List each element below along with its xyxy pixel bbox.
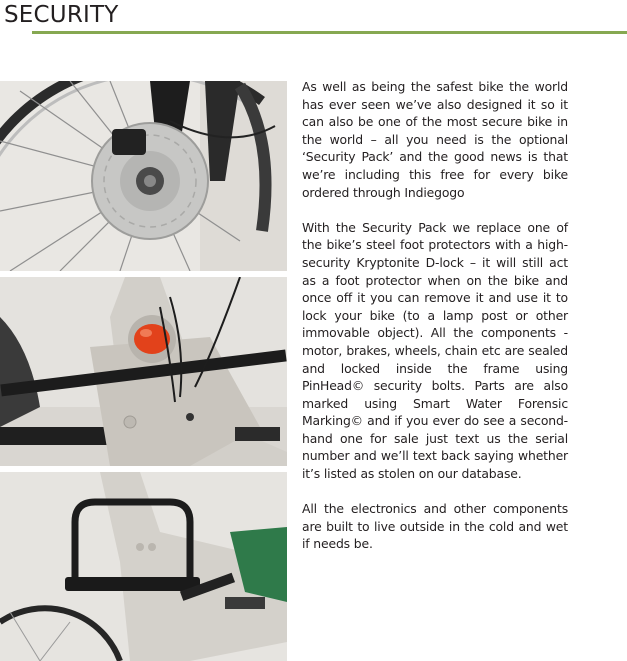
frame-indicator-light-photo <box>0 277 287 466</box>
d-lock-illustration <box>0 472 287 661</box>
front-wheel-disc-brake-photo <box>0 81 287 271</box>
page-title: SECURITY <box>4 2 119 28</box>
front-wheel-illustration <box>0 81 287 271</box>
paragraph-security-pack: With the Security Pack we replace one of the bike’s steel foot protectors with a high-security Kryptonite D-lock – it will still act as a foot protector when on the bike and once off it you can remove it and use it to lock your bike (to a lamp post or other immovable object). All the components - motor, brakes, wheels, chain etc are sealed and locked inside the frame using PinHead© security bolts. Parts are also marked using Smart Water Forensic Marking© and if you ever do see a second-hand one for sale just text us the serial number and we’ll text back saying whether it’s listed as stolen on our database. <box>302 219 568 482</box>
frame-indicator-illustration <box>0 277 287 466</box>
paragraph-secure-bike: As well as being the safest bike the world has ever seen we’ve also designed it so it can also be one of the most secure bike in the world – all you need is the optional ‘Security Pack’ and the good news is that we’re including this free for every bike ordered through Indiegogo <box>302 79 568 200</box>
paragraph-weatherproof: All the electronics and other components are built to live outside in the cold and wet if needs be. <box>302 501 568 552</box>
d-lock-mounted-on-frame-photo <box>0 472 287 661</box>
title-rule <box>32 31 627 34</box>
security-description <box>302 78 568 571</box>
